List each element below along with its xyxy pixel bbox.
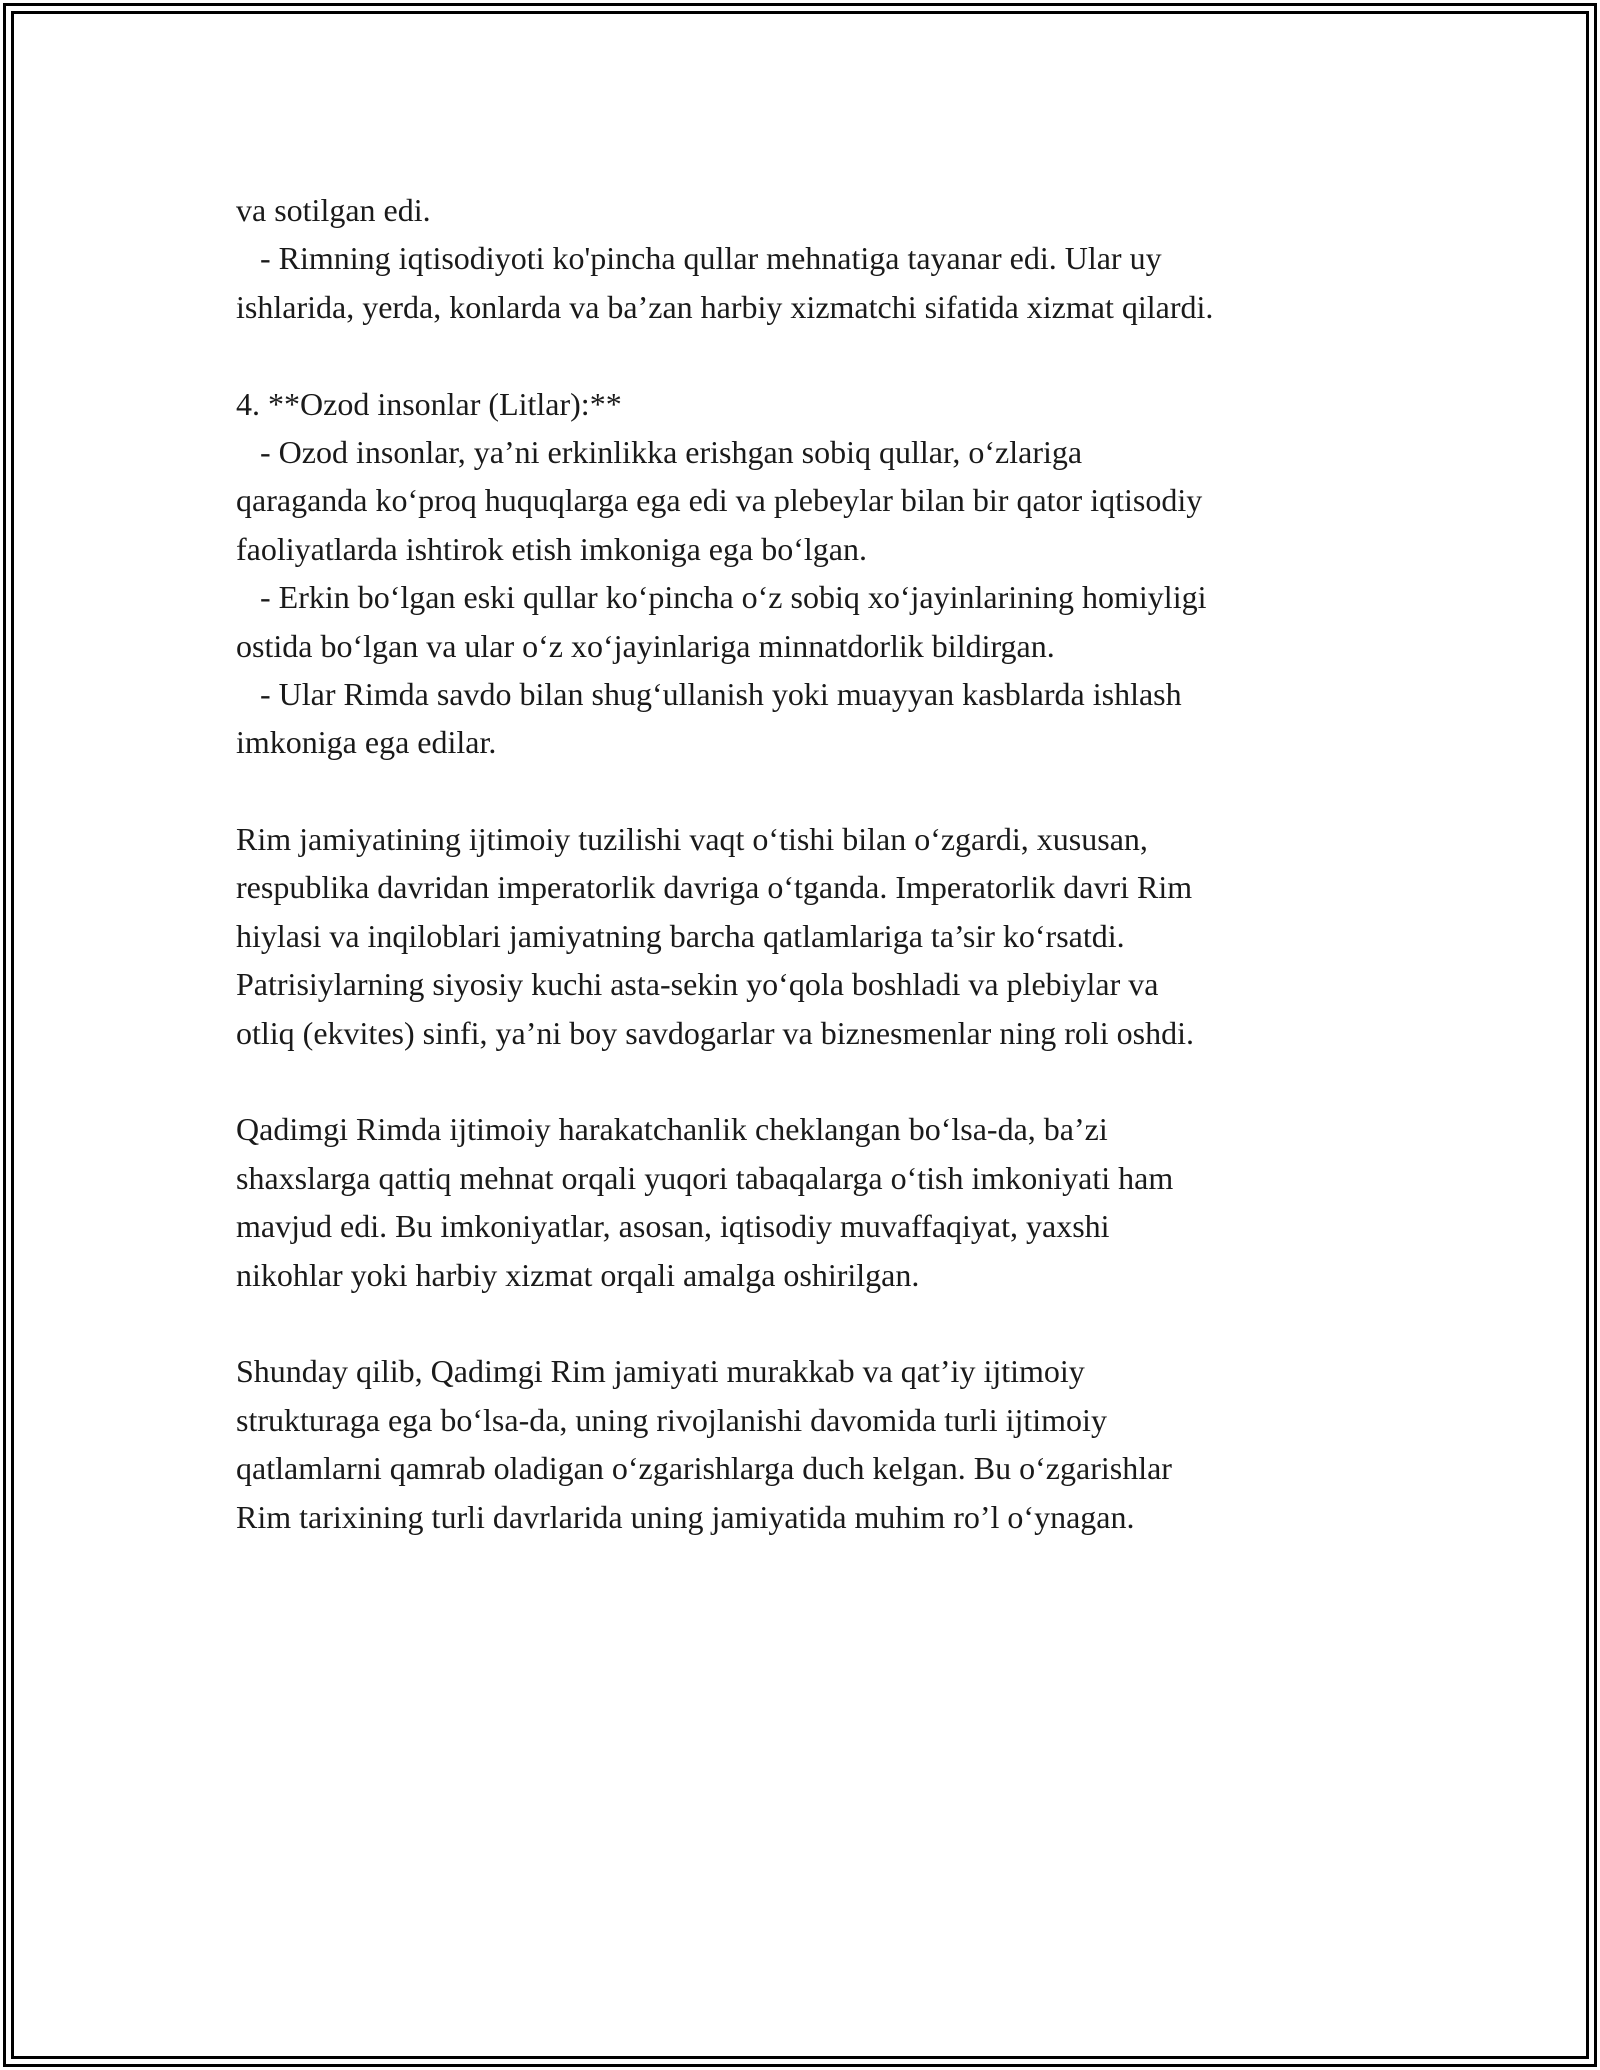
text-line: ostida bo‘lgan va ular o‘z xo‘jayinlariga minnatdorlik bildirgan. xyxy=(236,627,1055,664)
text-line: qaraganda ko‘proq huquqlarga ega edi va plebeylar bilan bir qator iqtisodiy xyxy=(236,482,1203,519)
paragraph-spacer xyxy=(236,331,1396,379)
text-line: Rim jamiyatining ijtimoiy tuzilishi vaqt o‘tishi bilan o‘zgardi, xususan, xyxy=(236,821,1148,858)
text-line: Patrisiylarning siyosiy kuchi asta-sekin yo‘qola boshladi va plebiylar va xyxy=(236,966,1159,1003)
paragraph-spacer xyxy=(236,1299,1396,1347)
paragraph-slaves-continued xyxy=(236,186,1396,331)
section-heading: 4. **Ozod insonlar (Litlar):** xyxy=(236,385,622,422)
text-line: shaxslarga qattiq mehnat orqali yuqori tabaqalarga o‘tish imkoniyati ham xyxy=(236,1159,1174,1196)
paragraph-spacer xyxy=(236,767,1396,815)
text-line: mavjud edi. Bu imkoniyatlar, asosan, iqtisodiy muvaffaqiyat, yaxshi xyxy=(236,1208,1110,1245)
document-body xyxy=(236,186,1396,1541)
text-line: otliq (ekvites) sinfi, ya’ni boy savdogarlar va biznesmenlar ning roli oshdi. xyxy=(236,1014,1194,1051)
text-line: - Ular Rimda savdo bilan shug‘ullanish yoki muayyan kasblarda ishlash xyxy=(236,675,1182,712)
text-line: faoliyatlarda ishtirok etish imkoniga ega bo‘lgan. xyxy=(236,530,867,567)
text-line: - Ozod insonlar, ya’ni erkinlikka erishgan sobiq qullar, o‘zlariga xyxy=(236,433,1083,470)
text-line: Rim tarixining turli davrlarida uning jamiyatida muhim ro’l o‘ynagan. xyxy=(236,1498,1135,1535)
text-line: Qadimgi Rimda ijtimoiy harakatchanlik cheklangan bo‘lsa-da, ba’zi xyxy=(236,1111,1108,1148)
paragraph-social-structure xyxy=(236,815,1396,1057)
paragraph-social-mobility xyxy=(236,1105,1396,1299)
text-line: imkoniga ega edilar. xyxy=(236,724,497,761)
text-line: - Erkin bo‘lgan eski qullar ko‘pincha o‘z sobiq xo‘jayinlarining homiyligi xyxy=(236,579,1207,616)
section-freedmen xyxy=(236,380,1396,767)
text-line: ishlarida, yerda, konlarda va ba’zan harbiy xizmatchi sifatida xizmat qilardi. xyxy=(236,288,1214,325)
paragraph-spacer xyxy=(236,1057,1396,1105)
text-line: hiylasi va inqiloblari jamiyatning barcha qatlamlariga ta’sir ko‘rsatdi. xyxy=(236,917,1125,954)
text-line: nikohlar yoki harbiy xizmat orqali amalga oshirilgan. xyxy=(236,1256,920,1293)
text-line: qatlamlarni qamrab oladigan o‘zgarishlarga duch kelgan. Bu o‘zgarishlar xyxy=(236,1450,1172,1487)
paragraph-conclusion xyxy=(236,1347,1396,1541)
text-line: va sotilgan edi. xyxy=(236,192,431,228)
text-line: - Rimning iqtisodiyoti ko'pincha qullar mehnatiga tayanar edi. Ular uy xyxy=(236,240,1162,277)
text-line: respublika davridan imperatorlik davriga o‘tganda. Imperatorlik davri Rim xyxy=(236,869,1193,906)
text-line: strukturaga ega bo‘lsa-da, uning rivojlanishi davomida turli ijtimoiy xyxy=(236,1401,1107,1438)
text-line: Shunday qilib, Qadimgi Rim jamiyati murakkab va qat’iy ijtimoiy xyxy=(236,1353,1085,1390)
